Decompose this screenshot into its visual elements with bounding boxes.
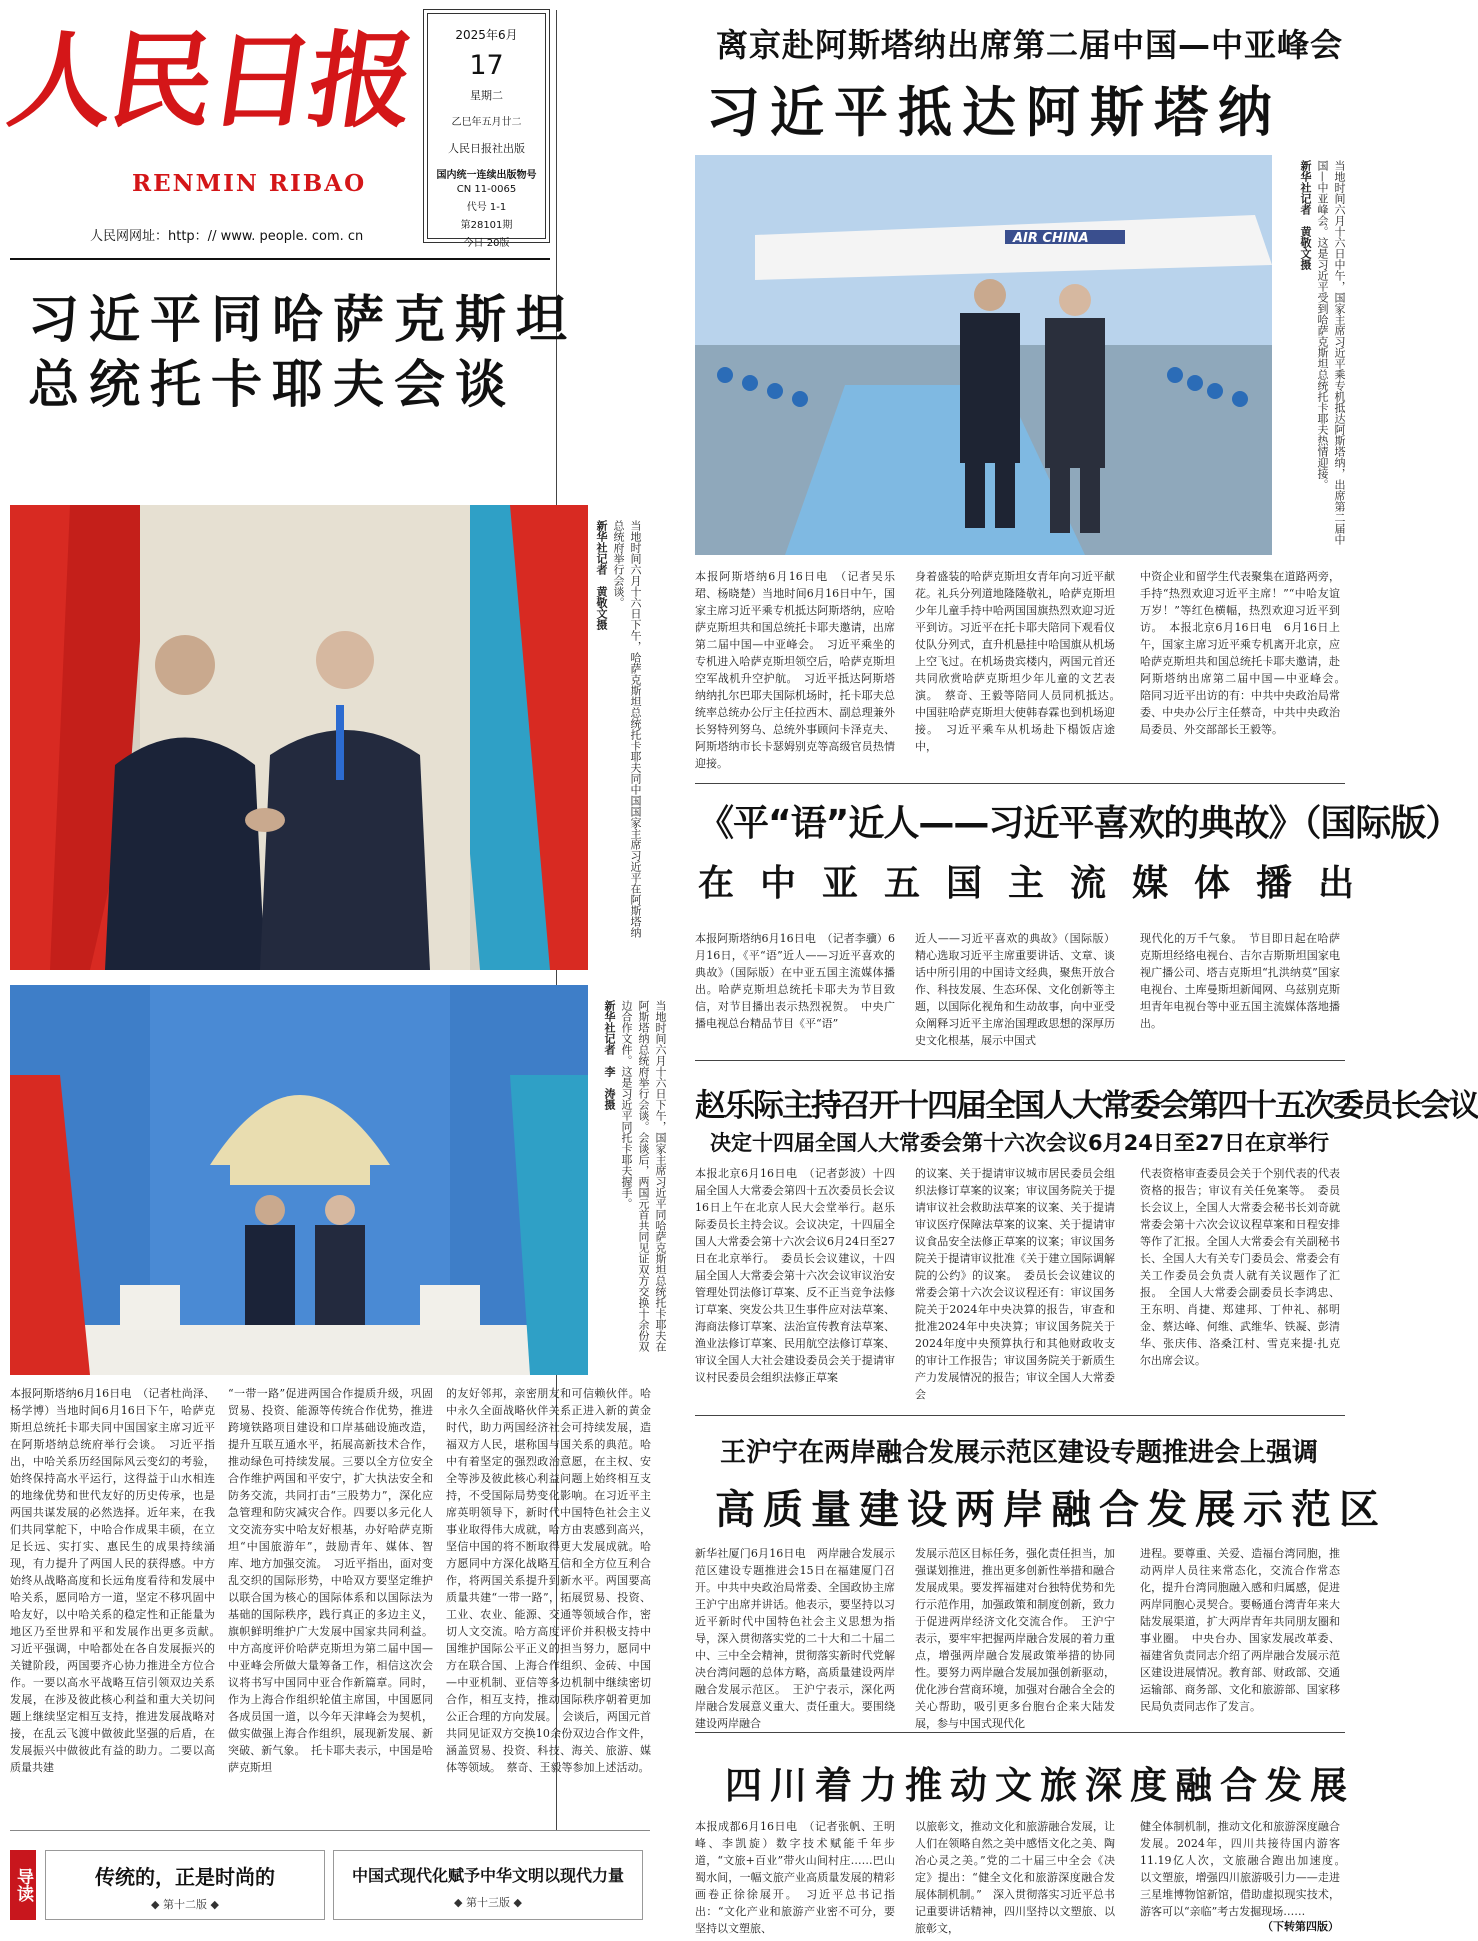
story2-col3: 现代化的万千气象。 节目即日起在哈萨克斯坦经络电视台、吉尔吉斯斯坦国家电视广播公司、塔吉克斯坦“扎洪纳莫”国家电视台、土库曼斯坦新闻网、乌兹别克斯坦青年电视台等中亚五国主流媒体落地播出。 [1140,932,1340,1030]
guide-item-1-title: 传统的，正是时尚的 [95,1865,275,1889]
masthead-rule [10,258,550,260]
story4-col2: 发展示范区目标任务，强化责任担当，加强谋划推进，推出更多创新性举措和融合发展成果。要发挥福建对台独特优势和先行示范作用，加强政策和制度创新，致力于促进两岸经济文化交流合作。 王沪宁表示，要牢牢把握两岸融合发展的着力重点，增强两岸融合发展政策举措的协同性。要努力两岸融合发展加强创新驱动，优化涉台营商环境，加强对台融合全会的关心帮助，吸引更多台胞台企来大陆发展，参与中国式现代化 [915,1547,1115,1730]
rule-1 [695,783,1345,784]
story3-col1: 本报北京6月16日电 （记者彭波）十四届全国人大常委会第四十五次委员长会议16日上午在北京人民大会堂举行。赵乐际委员长主持会议。会议决定，十四届全国人大常委会第十六次会议6月24日至27日在北京举行。 委员长会议建议，十四届全国人大常委会第十六次会议审议治安管理处罚法修订草案、反不正当竞争法修订草案、突发公共卫生事件应对法草案、海商法修订草案、法治宣传教育法草案、渔业法修订草案、民用航空法修订草案、审议全国人大社会建设委员会关于提请审议村民委员会组织法修正草案 [695,1167,895,1384]
guide-item-2-title: 中国式现代化赋予中华文明以现代力量 [351,1866,624,1885]
left-headline-line1: 习近平同哈萨克斯坦 [28,291,578,350]
guide-item-2[interactable] [333,1850,643,1920]
logo-pinyin: RENMIN RIBAO [132,170,367,197]
photo-airport [695,155,1272,555]
website[interactable]: 人民网网址：http：// www. people. com. cn [90,229,364,244]
weekday: 星期二 [470,89,503,102]
photo-document-exchange-image [10,985,588,1375]
story3-headline: 赵乐际主持召开十四届全国人大常委会第四十五次委员长会议 [695,1088,1478,1124]
photo-handshake-image [10,505,588,970]
rule-3 [695,1415,1345,1416]
airport-caption: 当地时间六月十六日中午，国家主席习近平乘专机抵达阿斯塔纳，出席第二届中国—中亚峰会。这是习近平受到哈萨克斯坦总统托卡耶夫热情迎接。 新华社记者 黄敬文摄 [1299,160,1346,545]
lunar-date: 乙巳年五月廿二 [451,117,522,128]
story1-col1: 本报阿斯塔纳6月16日电 （记者吴乐珺、杨晓楚）当地时间6月16日中午，国家主席习近平乘专机抵达阿斯塔纳，应哈萨克斯坦共和国总统托卡耶夫邀请，出席第二届中国—中亚峰会。 习近平乘坐的专机进入哈萨克斯坦领空后，哈萨克斯坦空军战机升空护航。 习近平抵达阿斯塔纳纳扎尔巴耶夫国际机场时，托卡耶夫总统率总统办公厅主任拉西木、副总理兼外长努特列努乌、总统外事顾问卡泽克夫、阿斯塔纳市长卡瑟姆别克等高级官员热情迎接。 [695,570,895,770]
story3-subhead: 决定十四届全国人大常委会第十六次会议6月24日至27日在京举行 [710,1131,1330,1155]
right-kicker: 离京赴阿斯塔纳出席第二届中国—中亚峰会 [716,26,1344,64]
story4-headline: 高质量建设两岸融合发展示范区 [715,1486,1387,1533]
cn-number: CN 11-0065 [456,184,517,195]
story5-headline: 四川着力推动文旅深度融合发展 [725,1764,1355,1807]
logo: 人民日报 [1,19,419,142]
guide-item-1[interactable] [45,1850,325,1920]
day: 17 [469,50,504,81]
continued-note[interactable]: （下转第四版） [1262,1920,1339,1933]
photo1-caption: 当地时间六月十六日下午，哈萨克斯坦总统托卡耶夫同中国国家主席习近平在阿斯塔纳总统府举行会谈。 新华社记者 黄敬文摄 [595,520,642,938]
story2-col2: 近人——习近平喜欢的典故》（国际版）精心选取习近平主席重要讲话、文章、谈话中所引用的中国诗文经典，聚焦开放合作、科技发展、生态环保、文化创新等主题，以国际化视角和生动故事，向中亚受众阐释习近平主席治国理政思想的深厚历史文化根基，展示中国式 [915,932,1115,1047]
guide-label: 导读 [10,1850,36,1920]
story2-headline-line2: 在中亚五国主流媒体播出 [698,863,1381,904]
story2-col1: 本报阿斯塔纳6月16日电 （记者李骥）6月16日，《平“语”近人——习近平喜欢的典故》（国际版）在中亚五国主流媒体播出。哈萨克斯坦总统托卡耶夫为节目致信，对节目播出表示热烈祝贺。 中央广播电视总台精品节目《平“语” [695,932,895,1030]
left-story-col1: 本报阿斯塔纳6月16日电 （记者杜尚泽、杨学博）当地时间6月16日下午，哈萨克斯坦总统托卡耶夫同中国国家主席习近平在阿斯塔纳总统府举行会谈。 习近平指出，中哈关系历经国际风云变幻的考验，始终保持高水平运行，这得益于山水相连的地缘优势和世代友好的历史传承，也是两国共谋发展的必然选择。近年来，在我们共同掌舵下，中哈合作成果丰硕，在立足长远、实打实、惠民生的成果持续涌现，有力提升了两国人民的获得感。中方始终从战略高度和长远角度看待和发展中哈关系，愿同哈方一道，坚定不移巩固中哈友好，以中哈关系的稳定性和正能量为地区乃至世界和平和发展作出更多贡献。 习近平强调，中哈都处在各自发展振兴的关键阶段，两国要齐心协力推进全方位合作。一要以高水平战略互信引领双边关系发展，在涉及彼此核心利益和重大关切问题上继续坚定相互支持，推进发展战略对接，在乱云飞渡中做彼此坚强的后盾，在发展振兴中做彼此有益的助力。二要以高质量共建 [10,1387,226,1774]
date-box [427,13,546,249]
photo-handshake [10,505,588,970]
story1-col2: 身着盛装的哈萨克斯坦女青年向习近平献花。礼兵分列道地隆隆敬礼，哈萨克斯坦少年儿童手持中哈两国国旗热烈欢迎习近平到访。习近平在托卡耶夫陪同下观看仪仗队分列式，直升机悬挂中哈国旗从机场上空飞过。在机场贵宾楼内，两国元首还共同欣赏哈萨克斯坦少年儿童的文艺表演。 蔡奇、王毅等陪同人员同机抵达。 中国驻哈萨克斯坦大使韩春霖也到机场迎接。 习近平乘车从机场赴下榻饭店途中， [915,570,1126,753]
guide-item-1-page: ◆ 第十二版 ◆ [151,1898,219,1911]
plane-livery: AIR CHINA [1013,231,1089,246]
right-headline: 习近平抵达阿斯塔纳 [706,81,1282,144]
issue: 第28101期 [460,220,513,231]
guide-rule [10,1830,650,1831]
left-story-col2: “一带一路”促进两国合作提质升级，巩固贸易、投资、能源等传统合作优势，推进跨境铁路项目建设和口岸基础设施改造，提升互联互通水平，拓展高新技术合作，推动绿色可持续发展。三要以全方位安全合作维护两国和平安宁，扩大执法安全和防务交流，共同打击“三股势力”，深化应急管理和防灾减灾合作。四要以多元化人文交流夯实中哈友好根基，办好哈萨克斯坦“中国旅游年”，鼓励青年、媒体、智库、地方加强交流。 习近平指出，面对变乱交织的国际形势，中哈双方要坚定维护以联合国为核心的国际体系和以国际法为基础的国际秩序，践行真正的多边主义，旗帜鲜明维护广大发展中国家共同利益。中方高度评价哈萨克斯坦为第二届中国—中亚峰会所做大量筹备工作，相信这次会议将书写中国同中亚合作新篇章。同时，作为上海合作组织轮值主席国，中国愿同各成员国一道，以今年天津峰会为契机，做实做强上海合作组织，展现新发展、新突破、新气象。 托卡耶夫表示，中国是哈萨克斯坦 [228,1387,433,1774]
rule-4 [695,1732,1345,1733]
story4-col1: 新华社厦门6月16日电 两岸融合发展示范区建设专题推进会15日在福建厦门召开。中共中央政治局常委、全国政协主席王沪宁出席并讲话。他表示，要坚持以习近平新时代中国特色社会主义思想为指导，深入贯彻落实党的二十大和二十届二中、三中全会精神，贯彻落实新时代党解决台湾问题的总体方略，高质量建设两岸融合发展示范区。 王沪宁表示，深化两岸融合发展意义重大、责任重大。要围绕建设两岸融合 [695,1547,895,1730]
serial-label: 国内统一连续出版物号 [436,170,537,181]
publisher: 人民日报社出版 [448,142,525,155]
date: 2025年6月 [455,28,518,42]
story2-headline-line1: 《平“语”近人——习近平喜欢的典故》（国际版） [698,803,1461,844]
code: 代号 1-1 [466,202,507,213]
story4-col3: 进程。要尊重、关爱、造福台湾同胞，推动两岸人员往来常态化，交流合作常态化，提升台湾同胞融入感和归属感，促进两岸同胞心灵契合。要畅通台湾青年来大陆发展渠道，扩大两岸青年共同朋友圈和事业圈。 中央台办、国家发展改革委、福建省负责同志介绍了两岸融合发展示范区建设进展情况。教育部、财政部、交通运输部、商务部、文化和旅游部、国家移民局负责同志作了发言。 [1140,1547,1340,1713]
story1-col3: 中资企业和留学生代表聚集在道路两旁，手持“热烈欢迎习近平主席！”“中哈友谊万岁！”等红色横幅，热烈欢迎习近平到访。 本报北京6月16日电 6月16日上午，国家主席习近平乘专机离开北京，应哈萨克斯坦共和国总统托卡耶夫邀请，赴阿斯塔纳出席第二届中国—中亚峰会。 陪同习近平出访的有：中共中央政治局常委、中央办公厅主任蔡奇，中共中央政治局委员、外交部部长王毅等。 [1140,570,1351,736]
photo2-caption: 当地时间六月十六日下午，国家主席习近平同哈萨克斯坦总统托卡耶夫在阿斯塔纳总统府举行会谈。会谈后，两国元首共同见证双方交换十余份双边合作文件。这是习近平同托卡耶夫握手。 新华社记者 李 涛摄 [603,1000,667,1352]
photo-airport-image [695,155,1272,555]
story5-col2: 以旅彰文，推动文化和旅游融合发展，让人们在领略自然之美中感悟文化之美、陶冶心灵之美。”党的二十届三中全会《决定》提出：“健全文化和旅游深度融合发展体制机制。” 深入贯彻落实习近平总书记重要讲话精神，四川坚持以文塑旅、以旅彰文， [915,1820,1115,1935]
story3-col3: 代表资格审查委员会关于个别代表的代表资格的报告；审议有关任免案等。 委员长会议上，全国人大常委会秘书长刘奇就常委会第十六次会议议程草案和日程安排等作了汇报。全国人大常委会有关副秘书长、全国人大有关专门委员会、常委会有关工作委员会负责人就有关议题作了汇报。 全国人大常委会副委员长李鸿忠、王东明、肖捷、郑建邦、丁仲礼、郝明金、蔡达峰、何维、武维华、铁凝、彭清华、张庆伟、洛桑江村、雪克来提·扎克尔出席会议。 [1140,1167,1340,1367]
left-story-col3: 的友好邻邦，亲密朋友和可信赖伙伴。哈中永久全面战略伙伴关系正进入新的黄金时代，助力两国经济社会可持续发展，造福双方人民，堪称国与国关系的典范。哈中有着坚定的强烈政治意愿，在主权、安全等涉及彼此核心利益问题上始终相互支持，不受国际局势变化影响。在习近平主席英明领导下，新时代中国特色社会主义事业取得伟大成就，哈方由衷感到高兴，坚信中国的将不断取得更大发展成就。哈方愿同中方深化战略互信和全方位互利合作，将两国关系提升到新水平。两国要高质量共建“一带一路”，拓展贸易、投资、工业、农业、能源、交通等领域合作，密切人文交流。哈方高度评价并积极支持中国维护国际公平正义的担当努力，愿同中方在联合国、上海合作组织、金砖、中国—中亚机制、亚信等多边机制中继续密切合作，相互支持，推动国际秩序朝着更加公正合理的方向发展。 会谈后，两国元首共同见证双方交换10余份双边合作文件，涵盖贸易、投资、科技、海关、旅游、媒体等领域。 蔡奇、王毅等参加上述活动。 [446,1387,651,1774]
story4-kicker: 王沪宁在两岸融合发展示范区建设专题推进会上强调 [720,1438,1319,1468]
story5-col3: 健全体制机制，推动文化和旅游深度融合发展。2024年，四川共接待国内游客11.19亿人次，文旅融合跑出加速度。 以文塑旅，增强四川旅游吸引力——走进三星堆博物馆新馆，借助虚拟现实技术，游客可以“亲临”考古发掘现场…… [1140,1820,1351,1918]
story5-col1: 本报成都6月16日电 （记者张帆、王明峰、李凯旋）数字技术赋能千年步道，“文旅+百业”带火山间村庄……巴山蜀水间，一幅文旅产业高质量发展的精彩画卷正徐徐展开。 习近平总书记指出：“文化产业和旅游产业密不可分，要坚持以文塑旅、 [695,1820,895,1935]
guide-item-2-page: ◆ 第十三版 ◆ [454,1896,522,1909]
rule-2 [695,1060,1345,1061]
photo-document-exchange [10,985,588,1375]
page-count: 今日 20版 [463,238,510,249]
story3-col2: 的议案、关于提请审议城市居民委员会组织法修订草案的议案；审议国务院关于提请审议社会救助法草案的议案、关于提请审议医疗保障法草案的议案、关于提请审议食品安全法修正草案的议案；审议国务院关于提请审议批准《关于建立国际调解院的公约》的议案。 委员长会议建议的常委会第十六次会议议程还有：审议国务院关于2024年中央决算的报告，审查和批准2024年中央决算；审议国务院关于2024年度中央预算执行和其他财政收支的审计工作报告；审议国务院关于新质生产力发展情况的报告；审议全国人大常委会 [915,1167,1115,1401]
left-headline-line2: 总统托卡耶夫会谈 [28,356,517,415]
